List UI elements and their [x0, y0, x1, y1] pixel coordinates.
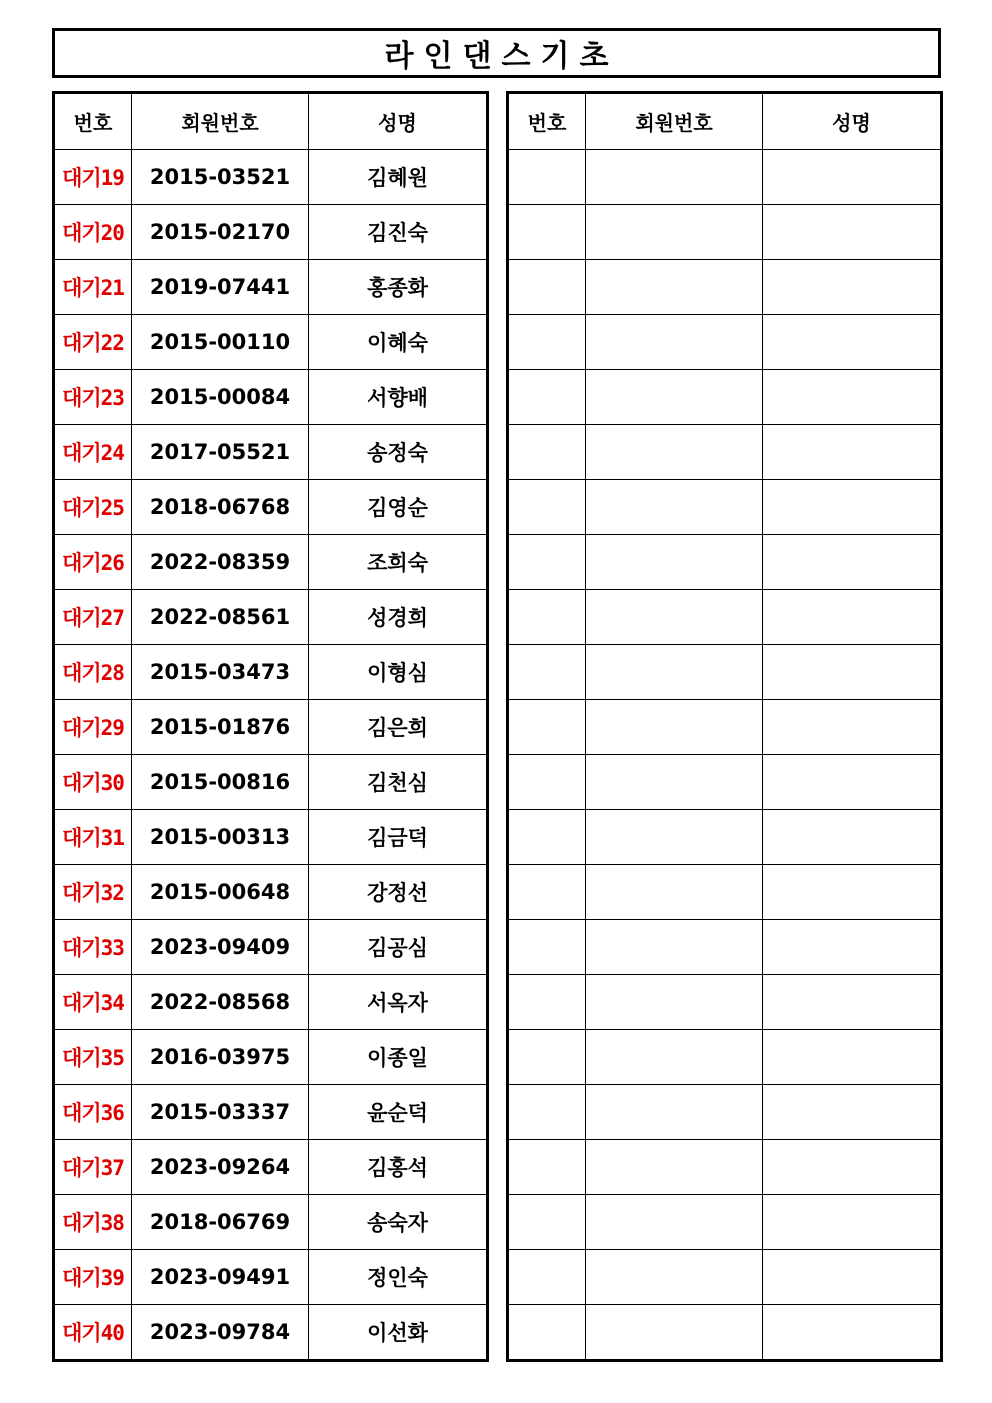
- cell-name: 김은희: [309, 700, 488, 755]
- table-row-empty: [508, 590, 942, 645]
- cell-num: 대기21: [54, 260, 132, 315]
- table-row-empty: [508, 315, 942, 370]
- table-row-empty: [508, 920, 942, 975]
- table-row: [54, 920, 488, 975]
- cell-member-id-empty: [586, 920, 763, 975]
- cell-num: 대기24: [54, 425, 132, 480]
- cell-num: 대기38: [54, 1195, 132, 1250]
- table-row-empty: [508, 1085, 942, 1140]
- cell-member-id: 2015-03521: [132, 150, 309, 205]
- cell-member-id: 2017-05521: [132, 425, 309, 480]
- cell-num-empty: [508, 315, 586, 370]
- cell-name-empty: [763, 150, 942, 205]
- cell-num-empty: [508, 810, 586, 865]
- table-row-empty: [508, 205, 942, 260]
- table-row: [54, 535, 488, 590]
- cell-name: 홍종화: [309, 260, 488, 315]
- cell-num-empty: [508, 865, 586, 920]
- table-row: [54, 1085, 488, 1140]
- cell-member-id-empty: [586, 1140, 763, 1195]
- cell-num-empty: [508, 975, 586, 1030]
- cell-member-id-empty: [586, 700, 763, 755]
- cell-name: 정인숙: [309, 1250, 488, 1305]
- cell-member-id-empty: [586, 370, 763, 425]
- cell-member-id: 2015-00110: [132, 315, 309, 370]
- cell-num: 대기37: [54, 1140, 132, 1195]
- table-row-empty: [508, 370, 942, 425]
- cell-name-empty: [763, 590, 942, 645]
- cell-name-empty: [763, 975, 942, 1030]
- cell-member-id: 2015-02170: [132, 205, 309, 260]
- table-row-empty: [508, 1250, 942, 1305]
- cell-member-id-empty: [586, 590, 763, 645]
- header-row: [54, 93, 488, 150]
- cell-num: 대기39: [54, 1250, 132, 1305]
- cell-num-empty: [508, 1085, 586, 1140]
- table-row: [54, 645, 488, 700]
- cell-num-empty: [508, 590, 586, 645]
- cell-num-empty: [508, 645, 586, 700]
- cell-num-empty: [508, 260, 586, 315]
- cell-num: 대기28: [54, 645, 132, 700]
- cell-num-empty: [508, 425, 586, 480]
- cell-name-empty: [763, 425, 942, 480]
- table-row-empty: [508, 260, 942, 315]
- table-row: [54, 1250, 488, 1305]
- cell-name-empty: [763, 535, 942, 590]
- header-member-id: 회원번호: [132, 93, 309, 150]
- cell-num: 대기27: [54, 590, 132, 645]
- cell-name-empty: [763, 865, 942, 920]
- cell-member-id: 2015-00816: [132, 755, 309, 810]
- cell-name-empty: [763, 1250, 942, 1305]
- table-row: [54, 810, 488, 865]
- cell-member-id-empty: [586, 480, 763, 535]
- cell-num: 대기22: [54, 315, 132, 370]
- cell-num-empty: [508, 1030, 586, 1085]
- cell-member-id: 2015-00648: [132, 865, 309, 920]
- cell-name-empty: [763, 645, 942, 700]
- cell-member-id: 2015-01876: [132, 700, 309, 755]
- header-name: 성명: [309, 93, 488, 150]
- cell-num-empty: [508, 1195, 586, 1250]
- table-row: [54, 1305, 488, 1361]
- cell-member-id: 2018-06769: [132, 1195, 309, 1250]
- cell-member-id: 2022-08561: [132, 590, 309, 645]
- cell-member-id: 2018-06768: [132, 480, 309, 535]
- cell-name: 김영순: [309, 480, 488, 535]
- header-name: 성명: [763, 93, 942, 150]
- table-row-empty: [508, 975, 942, 1030]
- cell-name-empty: [763, 315, 942, 370]
- cell-member-id-empty: [586, 315, 763, 370]
- cell-num-empty: [508, 1140, 586, 1195]
- cell-name: 김금덕: [309, 810, 488, 865]
- cell-member-id: 2015-00084: [132, 370, 309, 425]
- table-row-empty: [508, 1030, 942, 1085]
- cell-name: 김진숙: [309, 205, 488, 260]
- table-row: [54, 1030, 488, 1085]
- roster-table-left: [52, 91, 489, 1362]
- cell-member-id: 2015-03337: [132, 1085, 309, 1140]
- cell-name-empty: [763, 1085, 942, 1140]
- table-row-empty: [508, 150, 942, 205]
- title-box: [52, 28, 941, 78]
- cell-num: 대기40: [54, 1305, 132, 1361]
- cell-name: 조희숙: [309, 535, 488, 590]
- cell-member-id-empty: [586, 1195, 763, 1250]
- table-row-empty: [508, 755, 942, 810]
- cell-member-id-empty: [586, 150, 763, 205]
- cell-num-empty: [508, 535, 586, 590]
- table-row-empty: [508, 1305, 942, 1361]
- cell-member-id-empty: [586, 1085, 763, 1140]
- header-member-id: 회원번호: [586, 93, 763, 150]
- cell-name-empty: [763, 700, 942, 755]
- cell-name: 이선화: [309, 1305, 488, 1361]
- cell-name: 이종일: [309, 1030, 488, 1085]
- cell-member-id-empty: [586, 535, 763, 590]
- cell-num: 대기32: [54, 865, 132, 920]
- cell-member-id-empty: [586, 645, 763, 700]
- cell-name: 김공심: [309, 920, 488, 975]
- table-row: [54, 425, 488, 480]
- cell-member-id: 2015-00313: [132, 810, 309, 865]
- cell-num-empty: [508, 370, 586, 425]
- table-row-empty: [508, 1140, 942, 1195]
- cell-name-empty: [763, 370, 942, 425]
- cell-member-id-empty: [586, 810, 763, 865]
- cell-member-id-empty: [586, 755, 763, 810]
- header-row: [508, 93, 942, 150]
- cell-num-empty: [508, 920, 586, 975]
- table-row: [54, 755, 488, 810]
- cell-member-id: 2022-08568: [132, 975, 309, 1030]
- cell-num: 대기26: [54, 535, 132, 590]
- cell-num: 대기23: [54, 370, 132, 425]
- table-row-empty: [508, 425, 942, 480]
- cell-member-id-empty: [586, 1030, 763, 1085]
- table-row-empty: [508, 480, 942, 535]
- cell-name: 이형심: [309, 645, 488, 700]
- cell-num: 대기29: [54, 700, 132, 755]
- cell-member-id: 2023-09409: [132, 920, 309, 975]
- cell-name-empty: [763, 1140, 942, 1195]
- cell-name: 김천심: [309, 755, 488, 810]
- cell-num: 대기31: [54, 810, 132, 865]
- table-row: [54, 975, 488, 1030]
- page-title: 라인댄스기초: [384, 39, 619, 74]
- cell-num: 대기19: [54, 150, 132, 205]
- table-row: [54, 260, 488, 315]
- cell-name: 윤순덕: [309, 1085, 488, 1140]
- cell-num: 대기33: [54, 920, 132, 975]
- table-row: [54, 1140, 488, 1195]
- cell-name-empty: [763, 810, 942, 865]
- cell-num-empty: [508, 755, 586, 810]
- table-row: [54, 315, 488, 370]
- cell-member-id-empty: [586, 260, 763, 315]
- table-row: [54, 700, 488, 755]
- cell-member-id-empty: [586, 975, 763, 1030]
- header-num: 번호: [508, 93, 586, 150]
- cell-member-id: 2016-03975: [132, 1030, 309, 1085]
- cell-name-empty: [763, 1305, 942, 1361]
- table-row-empty: [508, 1195, 942, 1250]
- cell-name: 강정선: [309, 865, 488, 920]
- table-row-empty: [508, 535, 942, 590]
- cell-member-id-empty: [586, 865, 763, 920]
- cell-num-empty: [508, 700, 586, 755]
- cell-name-empty: [763, 755, 942, 810]
- table-row: [54, 480, 488, 535]
- cell-num: 대기35: [54, 1030, 132, 1085]
- cell-name-empty: [763, 1030, 942, 1085]
- cell-member-id: 2023-09784: [132, 1305, 309, 1361]
- cell-name: 송숙자: [309, 1195, 488, 1250]
- cell-name: 서향배: [309, 370, 488, 425]
- cell-name-empty: [763, 1195, 942, 1250]
- cell-num-empty: [508, 150, 586, 205]
- cell-name: 김혜원: [309, 150, 488, 205]
- cell-num: 대기30: [54, 755, 132, 810]
- cell-name-empty: [763, 480, 942, 535]
- cell-member-id-empty: [586, 425, 763, 480]
- cell-member-id-empty: [586, 205, 763, 260]
- cell-num-empty: [508, 1305, 586, 1361]
- table-row-empty: [508, 810, 942, 865]
- table-row: [54, 1195, 488, 1250]
- cell-name-empty: [763, 920, 942, 975]
- cell-num-empty: [508, 205, 586, 260]
- cell-member-id: 2023-09491: [132, 1250, 309, 1305]
- table-row-empty: [508, 645, 942, 700]
- cell-name: 김홍석: [309, 1140, 488, 1195]
- cell-num: 대기36: [54, 1085, 132, 1140]
- cell-name: 서옥자: [309, 975, 488, 1030]
- cell-member-id-empty: [586, 1305, 763, 1361]
- table-row-empty: [508, 700, 942, 755]
- table-row: [54, 205, 488, 260]
- table-row: [54, 150, 488, 205]
- cell-member-id: 2015-03473: [132, 645, 309, 700]
- cell-num: 대기25: [54, 480, 132, 535]
- cell-num: 대기20: [54, 205, 132, 260]
- cell-member-id-empty: [586, 1250, 763, 1305]
- roster-table-right: [506, 91, 943, 1362]
- table-row: [54, 590, 488, 645]
- cell-name: 성경희: [309, 590, 488, 645]
- cell-name: 송정숙: [309, 425, 488, 480]
- table-row: [54, 865, 488, 920]
- table-row: [54, 370, 488, 425]
- header-num: 번호: [54, 93, 132, 150]
- cell-name: 이혜숙: [309, 315, 488, 370]
- cell-num-empty: [508, 1250, 586, 1305]
- cell-member-id: 2023-09264: [132, 1140, 309, 1195]
- cell-num: 대기34: [54, 975, 132, 1030]
- cell-member-id: 2022-08359: [132, 535, 309, 590]
- cell-member-id: 2019-07441: [132, 260, 309, 315]
- cell-num-empty: [508, 480, 586, 535]
- table-row-empty: [508, 865, 942, 920]
- cell-name-empty: [763, 260, 942, 315]
- cell-name-empty: [763, 205, 942, 260]
